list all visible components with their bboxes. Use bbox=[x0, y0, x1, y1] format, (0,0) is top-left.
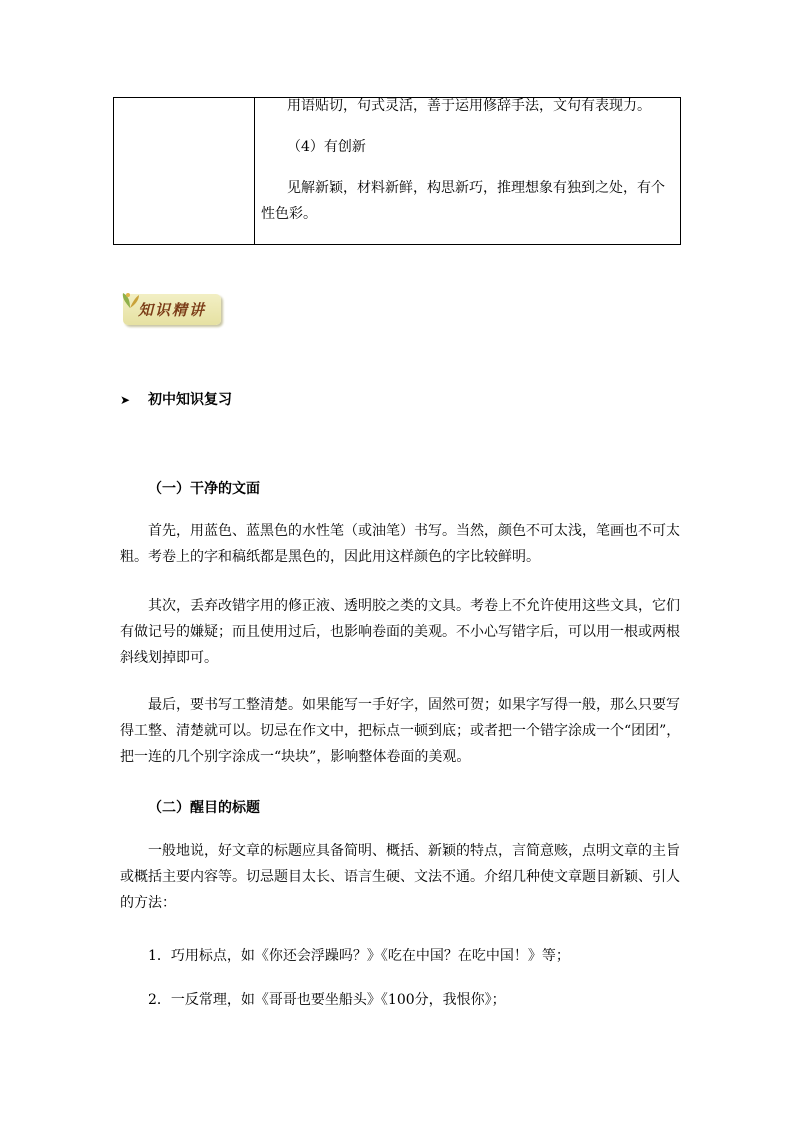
part1-paragraph-2: 其次，丢弃改错字用的修正液、透明胶之类的文具。考卷上不允许使用这些文具，它们有做记号的嫌疑；而且使用过后，也影响卷面的美观。不小心写错字后，可以用一根或两根斜线划掉即可。 bbox=[120, 598, 680, 666]
table-line-3: 见解新颖，材料新鲜，构思新巧，推理想象有独到之处，有个性色彩。 bbox=[261, 180, 665, 222]
list-item-2: 2．一反常理，如《哥哥也要坐船头》《100分，我恨你》； bbox=[148, 992, 506, 1008]
table-line-1: 用语贴切，句式灵活，善于运用修辞手法，文句有表现力。 bbox=[287, 98, 651, 114]
leaf-icon bbox=[119, 290, 141, 310]
list-item-1: 1．巧用标点，如《你还会浮躁吗？》《吃在中国？在吃中国！》等； bbox=[148, 948, 570, 964]
part2-title: （二）醒目的标题 bbox=[148, 800, 260, 816]
part1-title: （一）干净的文面 bbox=[148, 481, 260, 497]
arrow-icon: ➤ bbox=[120, 393, 131, 407]
section-title: 初中知识复习 bbox=[148, 392, 232, 408]
knowledge-badge bbox=[119, 290, 222, 326]
part2-paragraph-1: 一般地说，好文章的标题应具备简明、概括、新颖的特点，言简意赅，点明文章的主旨或概括主要内容等。切忌题目太长、语言生硬、文法不通。介绍几种使文章题目新颖、引人的方法： bbox=[120, 843, 680, 911]
badge-label: 知识精讲 bbox=[137, 301, 206, 319]
part1-paragraph-1: 首先，用蓝色、蓝黑色的水性笔（或油笔）书写。当然，颜色不可太浅，笔画也不可太粗。考卷上的字和稿纸都是黑色的，因此用这样颜色的字比较鲜明。 bbox=[120, 523, 680, 565]
table-line-2: （4）有创新 bbox=[287, 139, 366, 155]
section-heading bbox=[120, 389, 232, 409]
part1-paragraph-3: 最后，要书写工整清楚。如果能写一手好字，固然可贺；如果字写得一般，那么只要写得工整、清楚就可以。切忌在作文中，把标点一顿到底；或者把一个错字涂成一个“团团”，把一连的几个别字涂成一“块块”，影响整体卷面的美观。 bbox=[120, 697, 681, 765]
